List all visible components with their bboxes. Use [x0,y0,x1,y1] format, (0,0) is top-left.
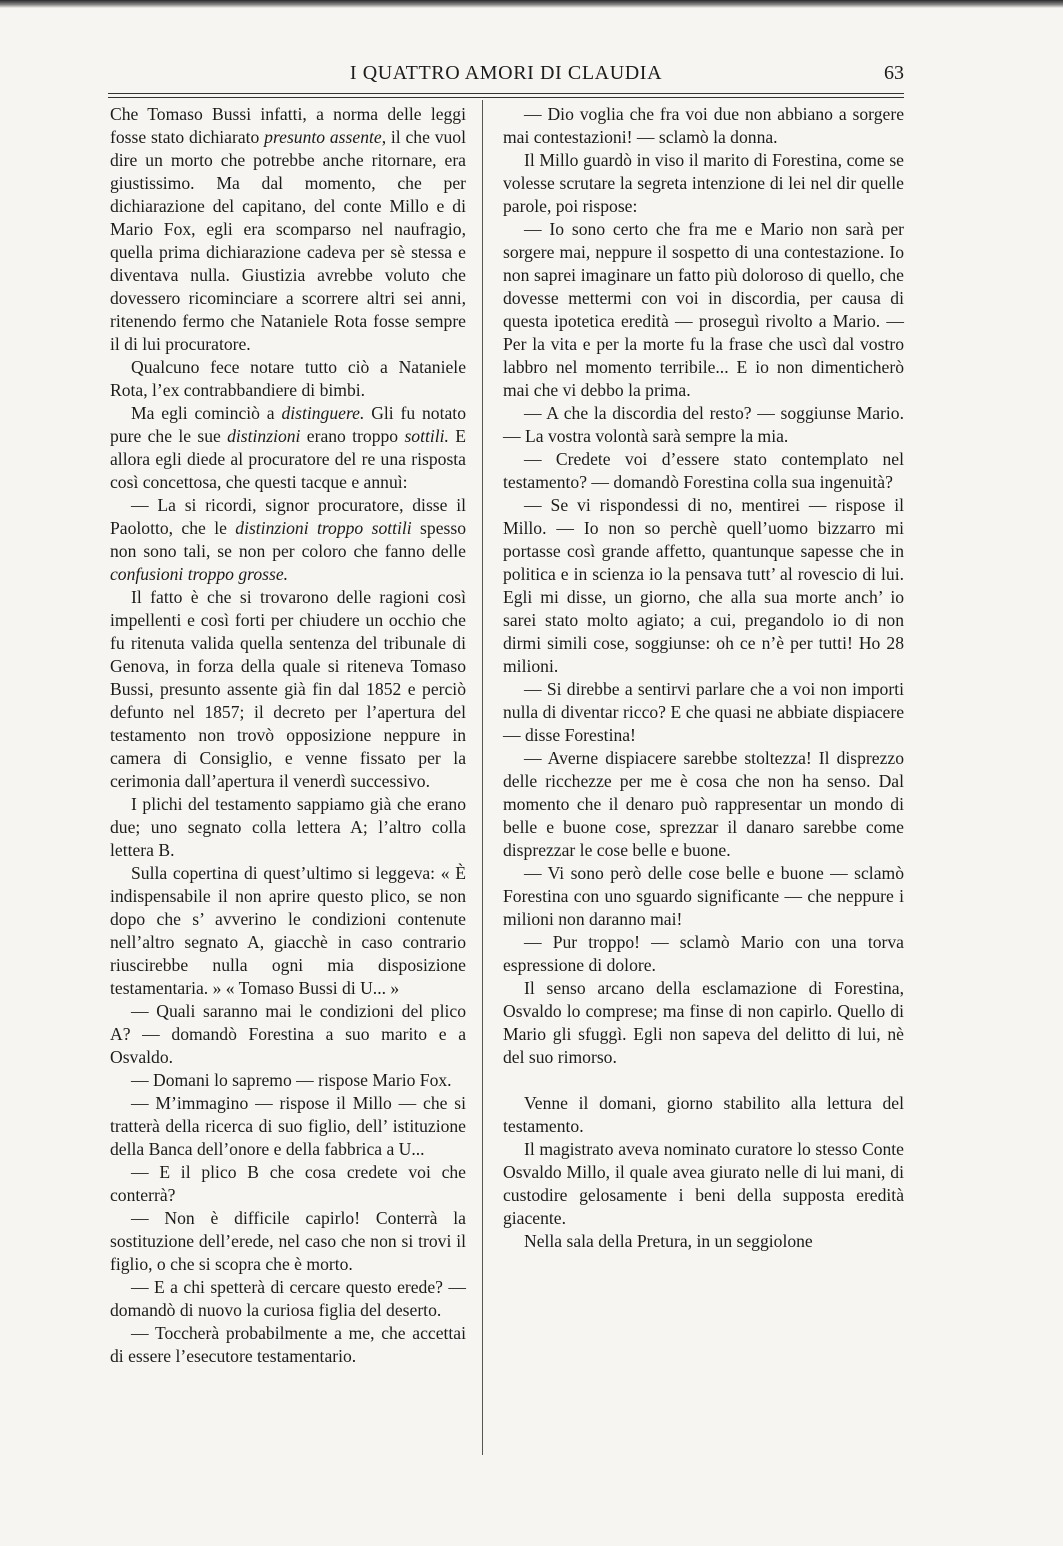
text-run: erano troppo [300,426,405,446]
header-rule [108,93,904,94]
text-run: Sulla copertina di quest’ultimo si leggeva: « È indispensabile il non aprire questo plico, se non dopo che s’ avverino le condizioni contenute nell’altro segnato A, giacchè in caso contrario riuscirebbe nulla ogni mia disposizione testamentaria. » « Tomaso Bussi di U... » [110,863,466,998]
text-run: E allora egli diede al procuratore del re una risposta così concettosa, che questi tacque e annuì: [110,426,466,492]
text-run: — Pur troppo! — sclamò Mario con una torva espressione di dolore. [503,932,904,975]
italic-text: distinzioni [227,426,301,446]
paragraph [110,1000,466,1069]
paragraph [503,931,904,977]
text-run: — Quali saranno mai le condizioni del plico A? — domandò Forestina a suo marito e a Osvaldo. [110,1001,466,1067]
text-run: Qualcuno fece notare tutto ciò a Nataniele Rota, l’ex contrabbandiere di bimbi. [110,357,466,400]
paragraph [503,103,904,149]
text-run: — Io sono certo che fra me e Mario non sarà per sorgere mai, neppure il sospetto di una contestazione. Io non saprei imaginare un fatto più doloroso di quello, che dovesse mettermi con voi in discordia, per causa di questa ipotetica eredità — proseguì rivolto a Mario. — Per la vita e per la morte fu la frase che uscì dal vostro labbro nel momento terribile... E io non dimenticherò mai che vi debbo la prima. [503,219,904,400]
text-run: — Non è difficile capirlo! Conterrà la sostituzione dell’erede, nel caso che non si trovi il figlio, o che si scopra che è morto. [110,1208,466,1274]
italic-text: presunto assente [264,127,382,147]
paragraph [110,1322,466,1368]
text-run: — Dio voglia che fra voi due non abbiano a sorgere mai contestazioni! — sclamò la donna. [503,104,904,147]
text-run: — La si ricordi, signor procuratore, disse il Paolotto, che le [110,495,466,538]
text-run: — E il plico B che cosa credete voi che conterrà? [110,1162,466,1205]
right-column [503,103,904,1475]
paragraph [503,218,904,402]
paragraph [503,494,904,678]
left-column [110,103,466,1475]
running-head [108,62,904,92]
paragraph [503,678,904,747]
italic-text: confusioni troppo grosse. [110,564,289,584]
text-run: — Averne dispiacere sarebbe stoltezza! Il disprezzo delle ricchezze per me è cosa che non ha senso. Dal momento che il denaro può rappresentar un mondo di belle e buone cose, sprezzar il danaro sarebbe come disprezzar le cose belle e buone. [503,748,904,860]
paragraph [110,862,466,1000]
text-run: — Vi sono però delle cose belle e buone — sclamò Forestina con uno sguardo significante — che neppure i milioni non daranno mai! [503,863,904,929]
running-title: I QUATTRO AMORI DI CLAUDIA [349,62,663,84]
paragraph [110,1069,466,1092]
paragraph [110,1276,466,1322]
text-run: Ma egli cominciò a [131,403,282,423]
paragraph [110,586,466,793]
header-rule [108,97,904,98]
text-run: — E a chi spetterà di cercare questo erede? — domandò di nuovo la curiosa figlia del deserto. [110,1277,466,1320]
text-run: Nella sala della Pretura, in un seggiolone [524,1231,813,1251]
text-run: spesso non sono tali, se non per coloro che fanno delle [110,518,466,561]
text-run: — Domani lo sapremo — rispose Mario Fox. [131,1070,452,1090]
text-run: — Se vi rispondessi di no, mentirei — rispose il Millo. — Io non so perchè quell’uomo bizzarro mi portasse così grande affetto, quantunque sapesse che in politica e in scienza io la pensava tutt’ al rovescio di lui. Egli mi disse, un giorno, che alla sua morte anch’ io sarei stato molto agiato; a cui, pregandolo io di non dirmi simili cose, soggiunse: oh ce n’è per tutti! Ho 28 milioni. [503,495,904,676]
page-number: 63 [884,62,904,84]
paragraph [503,402,904,448]
paragraph [110,1161,466,1207]
text-run: — Toccherà probabilmente a me, che accettai di essere l’esecutore testamentario. [110,1323,466,1366]
paragraph [503,1138,904,1230]
text-run: — Si direbbe a sentirvi parlare che a voi non importi nulla di diventar ricco? E che quasi ne abbiate dispiacere — disse Forestina! [503,679,904,745]
text-run: I plichi del testamento sappiamo già che erano due; uno segnato colla lettera A; l’altro colla lettera B. [110,794,466,860]
paragraph [503,149,904,218]
paragraph [503,747,904,862]
text-run: Il senso arcano della esclamazione di Forestina, Osvaldo lo comprese; ma finse di non capirlo. Quello di Mario gli sfuggì. Egli non sapeva del delitto di lui, nè del suo rimorso. [503,978,904,1067]
paragraph [110,402,466,494]
paragraph [503,977,904,1069]
paragraph [110,1092,466,1161]
paragraph [110,494,466,586]
text-run: — M’immagino — rispose il Millo — che si tratterà della ricerca di suo figlio, dell’ istituzione della Banca dell’onore e della fabbrica a U... [110,1093,466,1159]
text-run: Il magistrato aveva nominato curatore lo stesso Conte Osvaldo Millo, il quale avea giurato nelle di lui mani, di custodire gelosamente i beni della supposta eredità giacente. [503,1139,904,1228]
column-divider [482,100,483,1455]
paragraph [110,103,466,356]
text-run: , il che vuol dire un morto che potrebbe anche ritornare, era giustissimo. Ma dal momento, che per dichiarazione del capitano, del conte Millo e di Mario Fox, egli era scomparso nel naufragio, quella prima dichiarazione cadeva per sè stessa e diventava nulla. Giustizia avrebbe voluto che dovessero ricominciare a scorrere altri sei anni, ritenendo fermo che Nataniele Rota fosse sempre il di lui procuratore. [110,127,466,354]
scan-edge [0,0,1063,8]
paragraph [110,793,466,862]
paragraph [110,356,466,402]
text-run: Che Tomaso Bussi infatti, a norma delle leggi fosse stato dichiarato [110,104,466,147]
text-run: Il Millo guardò in viso il marito di Forestina, come se volesse scrutare la segreta intenzione di lei nel dir quelle parole, poi rispose: [503,150,904,216]
text-run: Venne il domani, giorno stabilito alla lettura del testamento. [503,1093,904,1136]
paragraph [503,1092,904,1138]
paragraph [503,448,904,494]
italic-text: distinguere. [281,403,365,423]
text-run: — A che la discordia del resto? — soggiunse Mario. — La vostra volontà sarà sempre la mia. [503,403,904,446]
paragraph [110,1207,466,1276]
text-run: Il fatto è che si trovarono delle ragioni così impellenti e così forti per chiudere un occhio che fu ritenuta valida quella sentenza del tribunale di Genova, in forza della quale si riteneva Tomaso Bussi, presunto assente già fin dal 1852 e perciò defunto nel 1857; il decreto per l’apertura del testamento non trovò opposizione neppure in camera di Consiglio, e venne fissato per la cerimonia dall’apertura il venerdì successivo. [110,587,466,791]
paragraph [503,862,904,931]
italic-text: distinzioni troppo sottili [235,518,412,538]
paragraph [503,1230,904,1253]
text-run: — Credete voi d’essere stato contemplato nel testamento? — domandò Forestina colla sua ingenuità? [503,449,904,492]
text-run: Gli fu notato pure che le sue [110,403,466,446]
italic-text: sottili. [404,426,449,446]
